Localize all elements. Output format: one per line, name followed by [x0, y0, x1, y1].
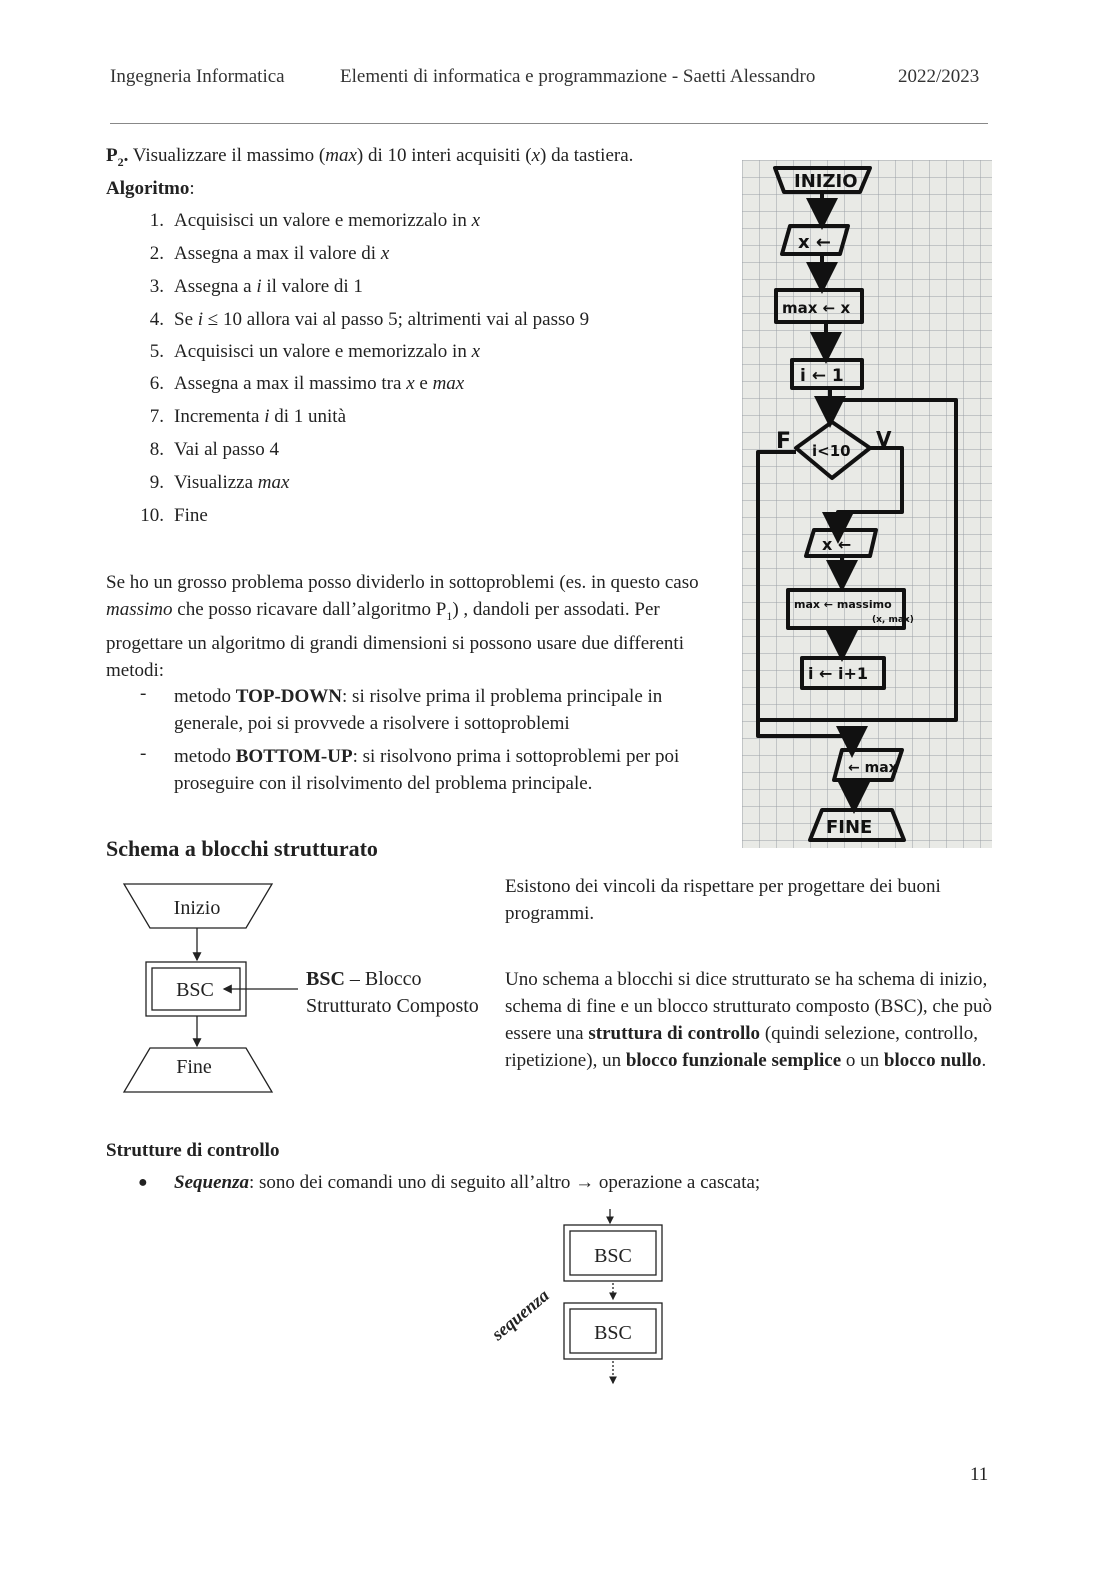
- svg-text:max ← x: max ← x: [782, 299, 851, 317]
- svg-text:F: F: [776, 429, 792, 454]
- diagram-bsc-label: BSC: [176, 979, 214, 1001]
- problem-statement: $P_2$. Visualizzare il massimo (max) di 10 interi acquisiti (x) da tastiera.: [106, 145, 634, 169]
- controls-title: Strutture di controllo: [106, 1140, 280, 1161]
- constraints-paragraph: Esistono dei vincoli da rispettare per progettare dei buoni programmi.: [505, 876, 941, 924]
- diagram-end-label: Fine: [176, 1056, 212, 1078]
- sequence-bullet: Sequenza: sono dei comandi uno di seguito all’altro → operazione a cascata;: [174, 1172, 761, 1193]
- step-number: 2.: [149, 243, 164, 264]
- step-text: Acquisisci un valore e memorizzalo in x: [174, 210, 481, 231]
- step-number: 8.: [149, 439, 164, 460]
- svg-text:x ←: x ←: [798, 232, 831, 253]
- step-text: Visualizza max: [174, 472, 290, 493]
- intro-paragraph: Se ho un grosso problema posso dividerlo in sottoproblemi (es. in questo caso massimo che posso ricavare dall’algoritmo $P_1$) , dandoli per assodati. Per progettare un algoritmo di grandi dimensioni si possono usare due differenti metodi:: [106, 572, 699, 681]
- svg-text:V: V: [876, 427, 892, 451]
- svg-text:(x, max): (x, max): [872, 615, 914, 625]
- header-course: Ingegneria Informatica: [110, 66, 285, 87]
- step-number: 1.: [149, 210, 164, 231]
- svg-text:← max: ← max: [848, 760, 898, 776]
- sequence-label: sequenza: [487, 1285, 553, 1345]
- step-number: 10.: [140, 505, 164, 526]
- step-number: 7.: [149, 406, 164, 427]
- structured-definition: Uno schema a blocchi si dice strutturato se ha schema di inizio, schema di fine e un blocco strutturato composto (BSC), che può essere una struttura di controllo (quindi selezione, controllo, ripetizione), un blocco funzionale semplice o un blocco nullo.: [505, 969, 993, 1071]
- svg-text:x ←: x ←: [822, 535, 852, 554]
- step-number: 6.: [149, 373, 164, 394]
- svg-text:FINE: FINE: [826, 817, 873, 838]
- step-number: 5.: [149, 341, 164, 362]
- step-number: 4.: [149, 309, 164, 330]
- step-text: Incrementa i di 1 unità: [174, 406, 347, 427]
- step-text: Se i ≤ 10 allora vai al passo 5; altrimenti vai al passo 9: [174, 309, 590, 330]
- page-number: 11: [970, 1464, 989, 1485]
- header-rule: [110, 123, 988, 124]
- method-top-down: metodo TOP-DOWN: si risolve prima il problema principale in generale, poi si provvede a risolvere i sottoproblemi: [174, 686, 663, 734]
- svg-text:i ← i+1: i ← i+1: [808, 664, 869, 683]
- header-year: 2022/2023: [898, 66, 980, 87]
- diagram-start-label: Inizio: [173, 897, 221, 919]
- sequence-bsc-label-1: BSC: [594, 1245, 632, 1267]
- sequence-diagram: [480, 1205, 680, 1395]
- bullet-mark: ●: [138, 1174, 148, 1191]
- section-title: Schema a blocchi strutturato: [106, 836, 378, 861]
- algorithm-label: Algoritmo:: [106, 178, 195, 199]
- step-text: Acquisisci un valore e memorizzalo in x: [174, 341, 481, 362]
- step-text: Vai al passo 4: [174, 439, 280, 460]
- diagram-legend: BSC – Blocco: [306, 968, 422, 990]
- step-text: Assegna a i il valore di 1: [174, 276, 363, 297]
- structured-block-diagram: [100, 870, 500, 1100]
- method-bottom-up: metodo BOTTOM-UP: si risolvono prima i sottoproblemi per poi proseguire con il risolvimento del problema principale.: [174, 746, 680, 794]
- method-dash: -: [140, 683, 147, 704]
- step-number: 9.: [149, 472, 164, 493]
- header-title: Elementi di informatica e programmazione - Saetti Alessandro: [340, 66, 816, 87]
- step-text: Assegna a max il valore di x: [174, 243, 390, 264]
- step-text: Assegna a max il massimo tra x e max: [174, 373, 465, 394]
- sequence-bsc-label-2: BSC: [594, 1322, 632, 1344]
- step-text: Fine: [174, 505, 208, 526]
- method-dash: -: [140, 743, 147, 764]
- svg-text:i ← 1: i ← 1: [800, 366, 844, 386]
- step-number: 3.: [149, 276, 164, 297]
- svg-text:max ← massimo: max ← massimo: [794, 598, 892, 611]
- svg-text:i<10: i<10: [812, 442, 851, 460]
- handdrawn-flowchart: [742, 160, 992, 848]
- diagram-legend-line2: Strutturato Composto: [306, 995, 479, 1017]
- svg-text:INIZIO: INIZIO: [794, 171, 858, 192]
